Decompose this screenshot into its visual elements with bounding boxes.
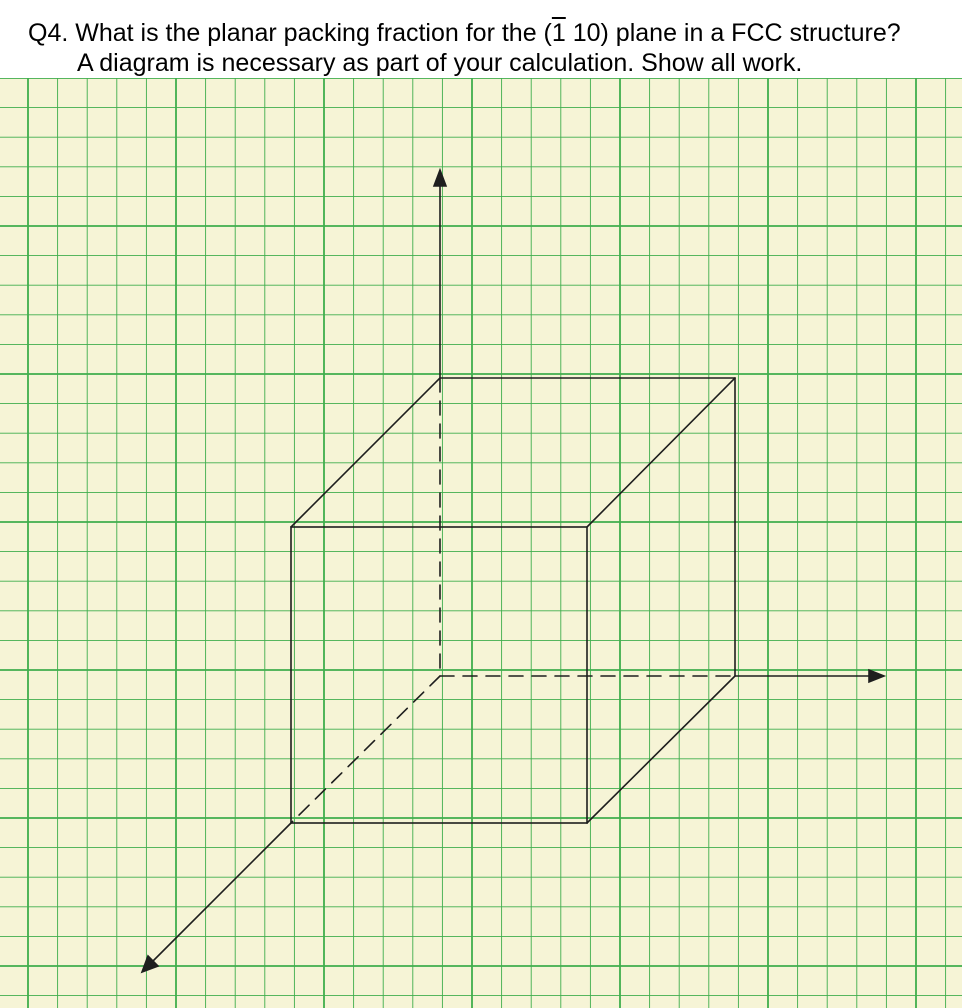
graph-paper (0, 78, 962, 1008)
paper-background (0, 78, 962, 1008)
miller-index-bar: 1 (551, 19, 566, 47)
graph-paper-canvas (0, 78, 962, 1008)
question-line2: A diagram is necessary as part of your calculation. Show all work. (77, 49, 803, 77)
question-suffix: 10) plane in a FCC structure? (565, 19, 901, 47)
question-prefix: Q4. What is the planar packing fraction for the ( (28, 19, 552, 47)
question-text (28, 18, 948, 78)
question-line1 (28, 19, 901, 47)
